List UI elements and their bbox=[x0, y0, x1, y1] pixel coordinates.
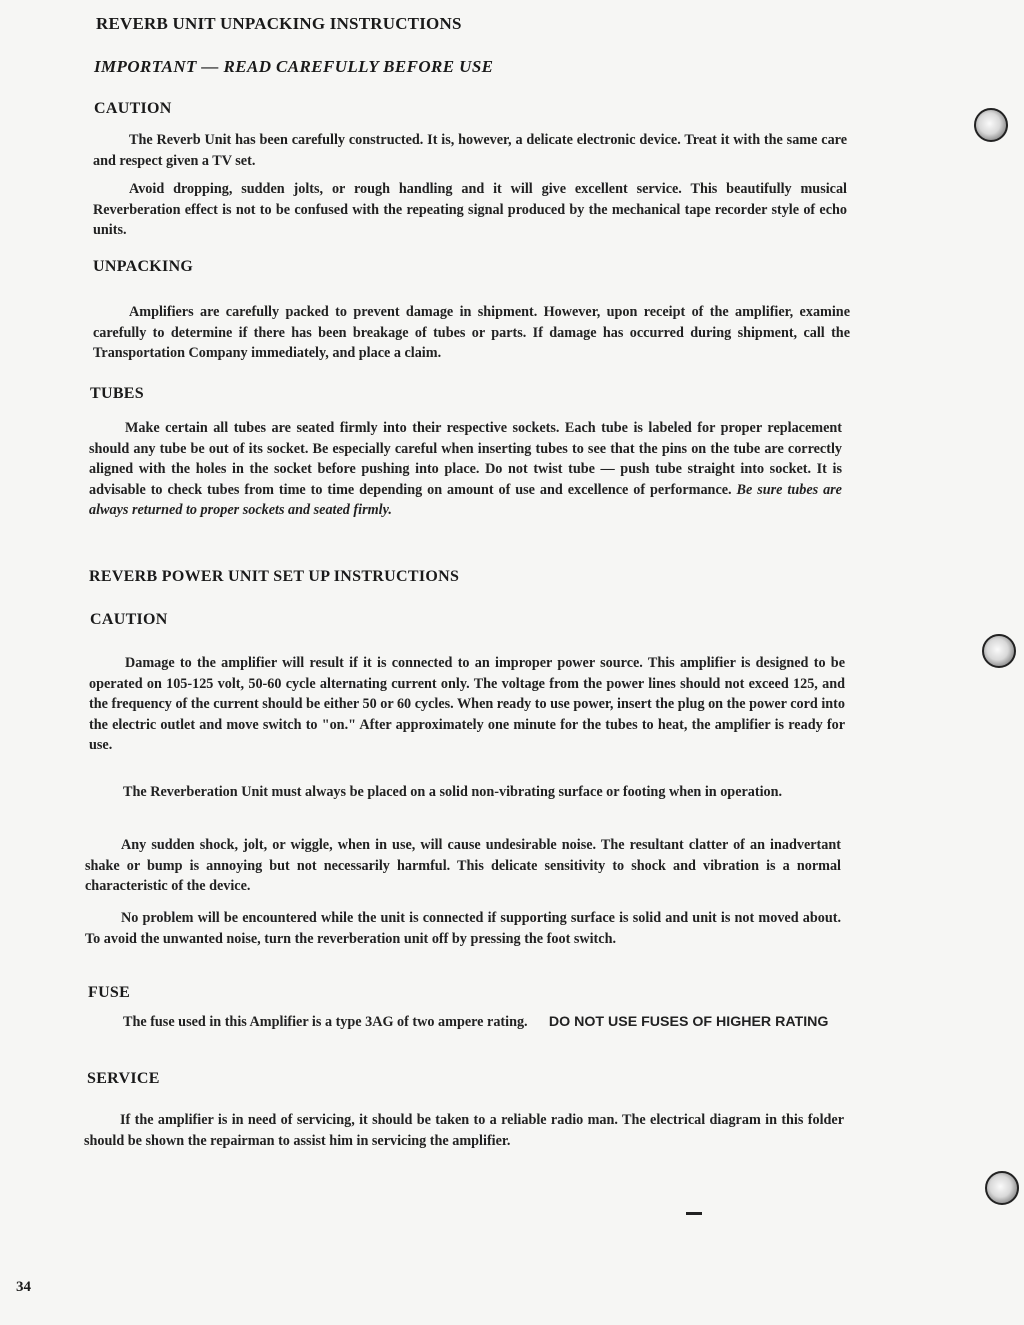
tubes-heading: TUBES bbox=[90, 385, 144, 402]
tubes-paragraph-italic: Be sure tubes are always returned to proper sockets and seated firmly. bbox=[89, 481, 842, 519]
page-title: REVERB UNIT UNPACKING INSTRUCTIONS bbox=[96, 14, 462, 33]
fuse-paragraph bbox=[87, 1012, 842, 1033]
caution-heading: CAUTION bbox=[94, 100, 172, 117]
caution-2-paragraph-3: Any sudden shock, jolt, or wiggle, when in use, will cause undesirable noise. The resultant clatter of an inadvertant shake or bump is annoying but not necessarily harmful. This delicate sensitivity to shock and vibration is a normal characteristic of the device. bbox=[85, 837, 841, 895]
caution-paragraph-2: Avoid dropping, sudden jolts, or rough handling and it will give excellent service. This beautifully musical Reverberation effect is not to be confused with the repeating signal produced by the mechanical tape recorder style of echo units. bbox=[93, 181, 847, 239]
fuse-warning: DO NOT USE FUSES OF HIGHER RATING bbox=[548, 1014, 829, 1030]
unpacking-paragraph: Amplifiers are carefully packed to prevent damage in shipment. However, upon receipt of the amplifier, examine carefully to determine if there has been breakage of tubes or parts. If damage has occurred during shipment, call the Transportation Company immediately, and place a claim. bbox=[93, 304, 850, 362]
ink-mark bbox=[686, 1212, 702, 1215]
caution-2-paragraph-4: No problem will be encountered while the unit is connected if supporting surface is solid and unit is not moved about. To avoid the unwanted noise, turn the reverberation unit off by pressing the foot switch. bbox=[85, 910, 841, 947]
punch-hole-bottom bbox=[985, 1171, 1019, 1205]
service-paragraph: If the amplifier is in need of servicing, it should be taken to a reliable radio man. The electrical diagram in this folder should be shown the repairman to assist him in servicing the amplifier. bbox=[84, 1112, 844, 1149]
punch-hole-top bbox=[974, 108, 1008, 142]
fuse-paragraph-text: The fuse used in this Amplifier is a type 3AG of two ampere rating. bbox=[123, 1014, 528, 1030]
punch-hole-middle bbox=[982, 634, 1016, 668]
setup-heading: REVERB POWER UNIT SET UP INSTRUCTIONS bbox=[89, 568, 460, 585]
service-heading: SERVICE bbox=[87, 1070, 160, 1087]
caution-paragraph-1: The Reverb Unit has been carefully constructed. It is, however, a delicate electronic device. Treat it with the same care and respect given a TV set. bbox=[93, 132, 847, 169]
caution-2-heading: CAUTION bbox=[90, 611, 168, 628]
tubes-paragraph-text: Make certain all tubes are seated firmly into their respective sockets. Each tube is labeled for proper replacement should any tube be out of its socket. Be especially careful when inserting tubes to see that the pins on the tube are correctly aligned with the holes in the socket before pushing into place. Do not twist tube — push tube straight into socket. It is advisable to check tubes from time to time depending on amount of use and excellence of performance. bbox=[89, 420, 842, 498]
caution-2-paragraph-1: Damage to the amplifier will result if it is connected to an improper power source. This amplifier is designed to be operated on 105-125 volt, 50-60 cycle alternating current only. The voltage from the power lines should not exceed 125, and the frequency of the current should be either 50 or 60 cycles. When ready to use power, insert the plug on the power cord into the electric outlet and move switch to "on." After approximately one minute for the tubes to heat, the amplifier is ready for use. bbox=[89, 655, 845, 754]
tubes-paragraph bbox=[89, 418, 842, 521]
page-subtitle: IMPORTANT — READ CAREFULLY BEFORE USE bbox=[94, 57, 494, 76]
caution-2-paragraph-2: The Reverberation Unit must always be placed on a solid non-vibrating surface or footing when in operation. bbox=[123, 784, 783, 800]
unpacking-heading: UNPACKING bbox=[93, 258, 194, 275]
page-number: 34 bbox=[16, 1279, 31, 1295]
fuse-heading: FUSE bbox=[88, 984, 131, 1001]
